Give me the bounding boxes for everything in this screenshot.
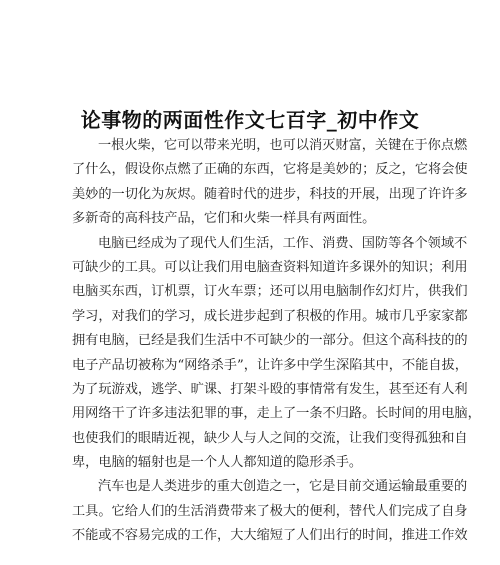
text-line: 可缺少的工具。可以让我们用电脑查资料知道许多课外的知识；利用 xyxy=(72,259,468,275)
text-line: 学习，对我们的学习，成长进步起到了积极的作用。城市几乎家家都 xyxy=(72,308,468,324)
paragraph-computers xyxy=(72,232,481,476)
article-body xyxy=(72,134,481,549)
text-line: 多新奇的高科技产品，它们和火柴一样具有两面性。 xyxy=(72,211,376,227)
text-line: 一根火柴，它可以带来光明，也可以消灭财富，关键在于你点燃 xyxy=(98,138,468,153)
text-line: 拥有电脑，已经是我们生活中不可缺少的一部分。但这个高科技的的 xyxy=(72,333,468,349)
article-title: 论事物的两面性作文七百字_初中作文 xyxy=(80,108,420,133)
text-line: 用网络干了许多违法犯罪的事，走上了一条不归路。长时间的用电脑， xyxy=(72,406,481,422)
text-line: 电脑买东西，订机票，订火车票；还可以用电脑制作幻灯片，供我们 xyxy=(72,284,468,300)
paragraph-matches xyxy=(72,134,468,232)
text-line: 为了玩游戏，逃学、旷课、打架斗殴的事情常有发生，甚至还有人利 xyxy=(72,381,468,397)
text-line: 了什么，假设你点燃了正确的东西，它将是美妙的；反之，它将会使 xyxy=(72,162,468,178)
text-line: 电脑已经成为了现代人们生活，工作、消费、国防等各个领域不 xyxy=(98,235,468,251)
text-line: 美妙的一切化为灰烬。随着时代的进步，科技的开展，出现了许许多 xyxy=(72,186,468,202)
text-line: 也使我们的眼睛近视，缺少人与人之间的交流，让我们变得孤独和自 xyxy=(72,430,468,446)
text-line: 不能或不容易完成的工作，大大缩短了人们出行的时间，推进工作效 xyxy=(72,528,468,544)
text-line: 卑，电脑的辐射也是一个人人都知道的隐形杀手。 xyxy=(72,455,363,471)
text-line: 工具。它给人们的生活消费带来了极大的便利，替代人们完成了自身 xyxy=(72,503,468,519)
text-line: 汽车也是人类进步的重大创造之一，它是目前交通运输最重要的 xyxy=(98,479,468,495)
paragraph-cars xyxy=(72,475,468,548)
text-line: 电子产品切被称为“网络杀手”，让许多中学生深陷其中，不能自拔， xyxy=(72,357,468,373)
